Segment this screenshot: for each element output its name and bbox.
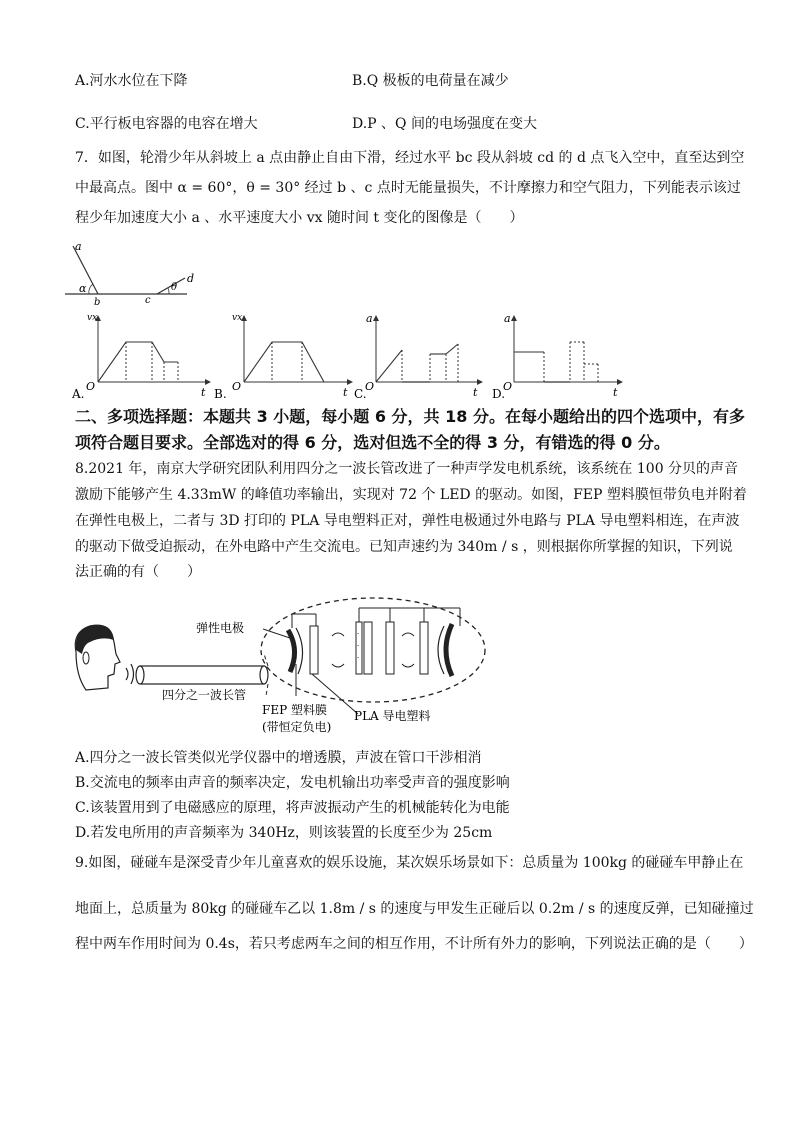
svg-text:vx: vx	[87, 313, 98, 323]
svg-text:O: O	[503, 380, 513, 393]
q9-line-2: 地面上，总质量为 80kg 的碰碰车乙以 1.8m / s 的速度与甲发生正碰后以 0.2m / s 的速度反弹，已知碰撞过	[75, 901, 754, 917]
svg-text:A.: A.	[72, 387, 85, 401]
alpha-arc	[89, 284, 93, 294]
graph-a	[71, 313, 210, 401]
svg-text:D.: D.	[492, 387, 506, 401]
label-fep: FEP 塑料膜	[262, 703, 327, 717]
q7-line-2: 中最高点。图中 α = 60°，θ = 30° 经过 b 、c 点时无能量损失，不计摩擦力和空气阻力，下列能表示该过	[75, 180, 741, 196]
svg-text:·: ·	[292, 634, 295, 642]
svg-text:t: t	[613, 386, 618, 399]
svg-text:t: t	[473, 386, 478, 399]
label-d: d	[187, 272, 195, 285]
q7-line-3: 程少年加速度大小 a 、水平速度大小 vx 随时间 t 变化的图像是（ ）	[75, 210, 524, 226]
label-elastic-electrode: 弹性电极	[196, 621, 245, 635]
svg-text:·: ·	[357, 654, 360, 662]
q8-option-b: B.交流电的频率由声音的频率决定，发电机输出功率受声音的强度影响	[75, 775, 510, 791]
q8-line-4: 的驱动下做受迫振动，在外电路中产生交流电。已知声速约为 340m / s ，则根据你所掌握的知识，下列说	[75, 539, 733, 555]
svg-text:a: a	[504, 312, 511, 325]
label-fep-charge: (带恒定负电)	[262, 720, 332, 734]
svg-text:O: O	[232, 380, 242, 393]
label-tube: 四分之一波长管	[162, 688, 247, 702]
svg-text:t: t	[343, 386, 348, 399]
q7-slope-figure	[65, 238, 200, 308]
q6-option-d: D.P 、Q 间的电场强度在变大	[352, 116, 537, 132]
svg-text:B.: B.	[214, 387, 227, 401]
q6-option-b: B.Q 极板的电荷量在减少	[352, 73, 509, 89]
section-2-line-2: 项符合题目要求。全部选对的得 6 分，选对但选不全的得 3 分，有错选的得 0 分。	[75, 433, 670, 452]
svg-text:O: O	[365, 380, 375, 393]
q9-line-1: 9.如图，碰碰车是深受青少年儿童喜欢的娱乐设施，某次娱乐场景如下：总质量为 100kg 的碰碰车甲静止在	[75, 855, 744, 871]
svg-text:·: ·	[357, 642, 360, 650]
graph-b	[214, 313, 352, 401]
q7-line-1: 7．如图，轮滑少年从斜坡上 a 点由静止自由下滑，经过水平 bc 段从斜坡 cd 的 d 点飞入空中，直至达到空	[75, 150, 745, 166]
q7-graphs	[72, 312, 732, 402]
label-pla: PLA 导电塑料	[354, 709, 431, 723]
q8-line-2: 激励下能够产生 4.33mW 的峰值功率输出，实现对 72 个 LED 的驱动。如图，FEP 塑料膜恒带负电并附着	[75, 487, 747, 503]
svg-text:·: ·	[294, 644, 297, 652]
person-head-icon	[75, 625, 120, 690]
q8-generator-figure	[68, 592, 488, 740]
q8-option-d: D.若发电所用的声音频率为 340Hz，则该装置的长度至少为 25cm	[75, 825, 493, 841]
graph-c	[354, 312, 482, 401]
q8-option-a: A.四分之一波长管类似光学仪器中的增透膜，声波在管口干涉相消	[75, 750, 482, 766]
quarter-wave-tube	[136, 666, 268, 684]
svg-text:a: a	[366, 312, 373, 325]
q8-line-5: 法正确的有（ ）	[75, 564, 201, 580]
svg-text:vx: vx	[232, 313, 243, 323]
svg-text:·: ·	[357, 630, 360, 638]
section-2-line-1: 二、多项选择题：本题共 3 小题，每小题 6 分，共 18 分。在每小题给出的四个选项中，有多	[75, 407, 745, 426]
theta-arc	[168, 288, 169, 294]
label-c: c	[145, 295, 151, 306]
q8-option-c: C.该装置用到了电磁感应的原理，将声波振动产生的机械能转化为电能	[75, 800, 510, 816]
svg-text:O: O	[86, 380, 96, 393]
svg-text:t: t	[201, 386, 206, 399]
label-alpha: α	[79, 282, 87, 295]
svg-text:·: ·	[294, 654, 297, 662]
q6-option-a: A.河水水位在下降	[75, 73, 188, 89]
label-theta: θ	[171, 282, 178, 293]
label-b: b	[94, 297, 101, 308]
q9-line-3: 程中两车作用时间为 0.4s，若只考虑两车之间的相互作用，不计所有外力的影响，下列说法正确的是（ ）	[75, 936, 753, 952]
q8-line-1: 8.2021 年，南京大学研究团队利用四分之一波长管改进了一种声学发电机系统，该系统在 100 分贝的声音	[75, 461, 739, 477]
graph-d	[492, 312, 622, 401]
q6-option-c: C.平行板电容器的电容在增大	[75, 116, 258, 132]
svg-text:C.: C.	[354, 387, 367, 401]
q8-line-3: 在弹性电极上，二者与 3D 打印的 PLA 导电塑料正对，弹性电极通过外电路与 PLA 导电塑料相连，在声波	[75, 513, 740, 529]
label-a: a	[75, 240, 82, 253]
